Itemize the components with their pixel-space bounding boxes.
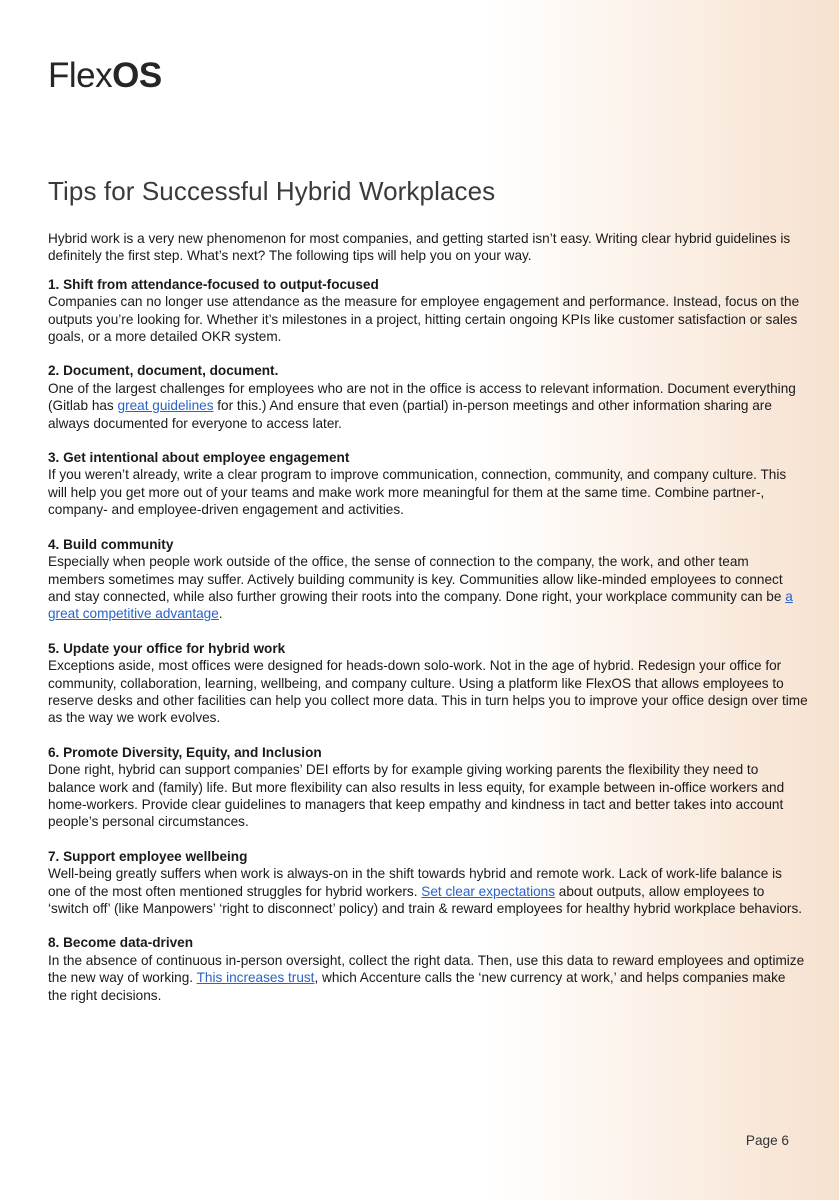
tip-section-1 [48, 276, 808, 346]
tip-text [48, 865, 808, 917]
tip-text-after-link: for this.) And ensure that even (partial) in-person meetings and other information sharing are always documented for everyone to access later. [48, 398, 772, 431]
tip-text: Done right, hybrid can support companies’ DEI efforts by for example giving working parents the flexibility they need to balance work and (family) life. But more flexibility can also results in less equity, for example between in-office workers and home-workers. Provide clear guidelines to managers that keep empathy and kindness in tact and better takes into account people’s personal circumstances. [48, 762, 785, 830]
tip-text [48, 553, 808, 623]
tip-text-after-link: about outputs, allow employees to ‘switch off’ (like Manpowers’ ‘right to disconnect’ policy) and train & reward employees for healthy hybrid workplace behaviors. [48, 883, 803, 916]
tip-text: If you weren’t already, write a clear program to improve communication, connection, community, and company culture. This will help you get more out of your teams and make work more meaningful for them at the same time. Combine partner-, company- and employee-driven engagement and activities. [48, 467, 787, 518]
tip-section-6 [48, 744, 808, 831]
tip-text-before-link: One of the largest challenges for employees who are not in the office is access to relevant information. Document everything (Gitlab has [48, 380, 796, 414]
tip-heading: 3. Get intentional about employee engagement [48, 450, 350, 466]
tip-text [48, 380, 808, 432]
tip-section-5 [48, 640, 808, 727]
increases-trust-link[interactable]: This increases trust [196, 970, 315, 986]
competitive-advantage-link[interactable]: a great competitive advantage [48, 588, 793, 622]
tip-section-7 [48, 848, 808, 918]
intro-paragraph: Hybrid work is a very new phenomenon for most companies, and getting started isn’t easy. Writing clear hybrid guidelines is definitely the first step. What’s next? The following tips will help you on your way. [48, 231, 791, 264]
logo-text-light: Flex [48, 56, 113, 95]
tip-heading: 1. Shift from attendance-focused to output-focused [48, 276, 379, 292]
tip-section-2 [48, 362, 808, 432]
tip-text-after-link: , which Accenture calls the ‘new currency at work,’ and helps companies make the right decisions. [48, 970, 786, 1003]
tip-text: Companies can no longer use attendance as the measure for employee engagement and performance. Instead, focus on the outputs you’re looking for. Whether it’s milestones in a project, hitting certain ongoing KPIs like customer satisfaction or sales goals, or a more detailed OKR system. [48, 294, 800, 345]
page-title: Tips for Successful Hybrid Workplaces [48, 176, 496, 206]
great-guidelines-link[interactable]: great guidelines [117, 398, 214, 414]
tip-heading: 2. Document, document, document. [48, 363, 279, 379]
tip-heading: 5. Update your office for hybrid work [48, 640, 286, 656]
tip-text-before-link: Especially when people work outside of the office, the sense of connection to the company, the work, and other team members sometimes may suffer. Actively building community is key. Communities allow like-minded employees to connect and stay connected, while also further growing their roots into the company. Done right, your workplace community can be [48, 554, 786, 604]
tip-heading: 8. Become data-driven [48, 935, 194, 951]
tip-section-4 [48, 536, 808, 623]
flexos-logo [48, 56, 162, 96]
tip-heading: 4. Build community [48, 536, 174, 552]
logo-text-bold: OS [112, 56, 162, 95]
tip-heading: 7. Support employee wellbeing [48, 848, 248, 864]
set-clear-expectations-link[interactable]: Set clear expectations [421, 883, 556, 899]
document-body [48, 230, 808, 1021]
tip-text-before-link: In the absence of continuous in-person oversight, collect the right data. Then, use this data to reward employees and optimize the new way of working. [48, 952, 805, 986]
tip-text-after-link: . [218, 606, 223, 622]
tip-text-before-link: Well-being greatly suffers when work is always-on in the shift towards hybrid and remote work. Lack of work-life balance is one of the most often mentioned struggles for hybrid workers. [48, 866, 782, 899]
page-number: Page 6 [745, 1133, 789, 1148]
tip-section-8 [48, 934, 808, 1004]
tip-heading: 6. Promote Diversity, Equity, and Inclusion [48, 744, 322, 760]
tip-text: Exceptions aside, most offices were designed for heads-down solo-work. Not in the age of hybrid. Redesign your office for community, collaboration, learning, wellbeing, and company culture. Using a platform like FlexOS that allows employees to reserve desks and other facilities can help you collect more data. This in turn helps you to improve your office design over time as the way we work evolves. [48, 658, 808, 726]
tip-section-3 [48, 449, 808, 519]
tip-text [48, 952, 808, 1004]
